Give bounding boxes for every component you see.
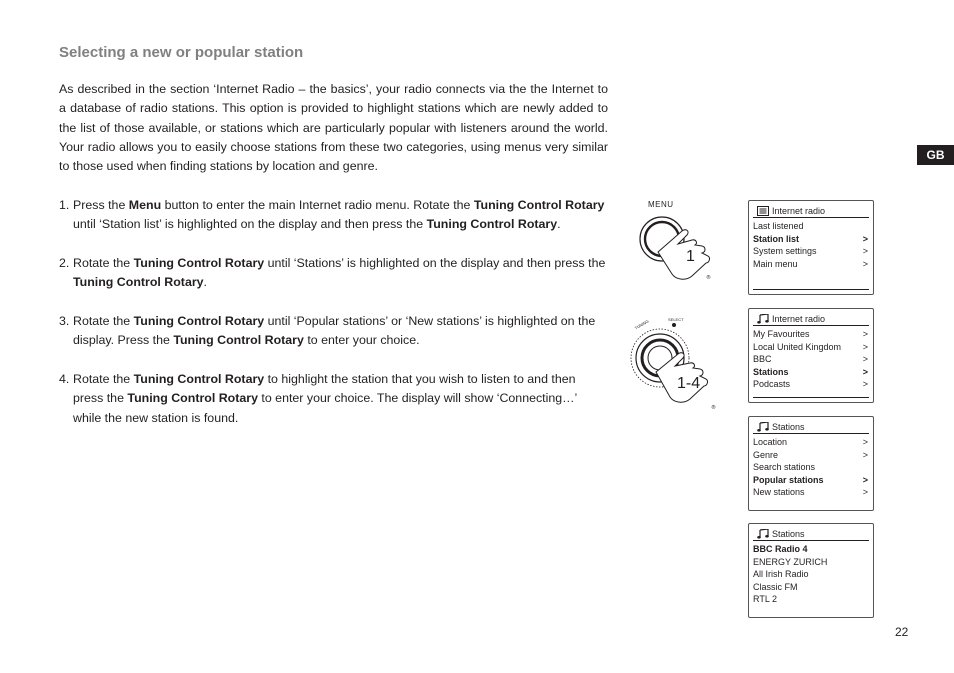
lcd-menu-item <box>753 556 869 569</box>
lcd-menu-list <box>753 218 869 270</box>
lcd-menu-item <box>753 378 869 391</box>
menu-button-label: MENU <box>648 200 674 209</box>
lcd-title-bar <box>753 420 869 434</box>
lcd-menu-item-label: Stations <box>753 366 789 377</box>
lcd-menu-item-label: Popular stations <box>753 474 824 485</box>
menu-button-icon <box>636 196 726 286</box>
lcd-menu-item <box>753 353 869 366</box>
music-note-icon <box>757 529 769 539</box>
chevron-right-icon: > <box>862 474 868 485</box>
step-label-2: 1-4 <box>677 375 701 392</box>
step-3 <box>59 312 608 351</box>
chevron-right-icon: > <box>862 366 868 377</box>
step-label-1: 1 <box>686 248 695 265</box>
lcd-menu-item <box>753 436 869 449</box>
chevron-right-icon: > <box>862 449 868 460</box>
lcd-menu-item-label: Search stations <box>753 462 816 472</box>
lcd-title: Stations <box>772 528 805 539</box>
step-text <box>59 254 608 293</box>
step-text-segment: to enter your choice. <box>303 333 420 348</box>
step-number: 2. <box>59 256 70 270</box>
lcd-menu-item <box>753 449 869 462</box>
lcd-menu-item-label: All Irish Radio <box>753 569 809 579</box>
lcd-title-bar <box>753 312 869 326</box>
step-text-segment: to highlight the station that you wish to listen to and then press the <box>73 372 576 406</box>
menu-button-figure <box>636 196 726 286</box>
lcd-menu-item <box>753 568 869 581</box>
lcd-menu-item-label: My Favourites <box>753 329 810 339</box>
lcd-menu-item <box>753 245 869 258</box>
lcd-bottom-line <box>753 289 869 290</box>
step-number: 1. <box>59 198 70 212</box>
lcd-menu-item-label: Local United Kingdom <box>753 341 842 352</box>
music-note-icon <box>757 422 769 432</box>
chevron-right-icon: > <box>862 246 868 256</box>
lcd-menu-item-label: New stations <box>753 487 805 497</box>
rotary-icon <box>628 316 728 416</box>
lcd-menu-item-label: BBC <box>753 354 772 364</box>
step-text-segment: Press the <box>73 198 129 212</box>
lcd-menu-item <box>753 486 869 499</box>
step-text <box>59 370 608 428</box>
music-note-icon <box>757 314 769 324</box>
lcd-content <box>753 312 869 399</box>
page-number: 22 <box>895 625 909 639</box>
step-text-segment: until ‘Popular stations’ or ‘New stations’ is highlighted on the display. Press the <box>73 314 596 348</box>
lcd-title: Stations <box>772 421 805 432</box>
lcd-screen-2 <box>748 308 874 403</box>
step-number: 4. <box>59 372 70 386</box>
step-text-segment: Rotate the <box>73 372 134 386</box>
chevron-right-icon: > <box>862 233 868 244</box>
step-text-segment: . <box>203 275 207 290</box>
svg-text:®: ® <box>711 405 716 411</box>
step-keyword: Tuning Control Rotary <box>133 314 265 328</box>
step-text-segment: Rotate the <box>73 256 134 270</box>
lcd-menu-item-label: Last listened <box>753 221 804 231</box>
step-2 <box>59 254 608 293</box>
lcd-menu-item-label: Classic FM <box>753 581 798 592</box>
step-keyword: Tuning Control Rotary <box>473 198 605 212</box>
step-text-segment: . <box>557 217 561 232</box>
chevron-right-icon <box>868 593 869 606</box>
chevron-right-icon: > <box>862 258 868 269</box>
chevron-right-icon: > <box>862 379 868 389</box>
lcd-menu-item <box>753 366 869 379</box>
lcd-menu-item <box>753 328 869 341</box>
rotary-select-label: SELECT <box>668 317 684 322</box>
lcd-menu-item-label: Station list <box>753 233 800 244</box>
section-heading: Selecting a new or popular station <box>59 44 304 61</box>
chevron-right-icon: > <box>862 487 868 497</box>
lcd-menu-item <box>753 474 869 487</box>
chevron-right-icon <box>868 581 869 594</box>
lcd-menu-item-label: Podcasts <box>753 379 791 389</box>
lcd-menu-item <box>753 341 869 354</box>
lcd-title: Internet radio <box>772 205 826 216</box>
svg-text:®: ® <box>706 275 711 281</box>
lcd-content <box>753 420 869 507</box>
language-tab: GB <box>917 145 954 165</box>
chevron-right-icon: > <box>862 437 868 447</box>
lcd-screen-1 <box>748 200 874 295</box>
step-text <box>59 312 608 351</box>
chevron-right-icon <box>868 220 869 233</box>
lcd-menu-item-label: Genre <box>753 449 779 460</box>
lcd-title-bar <box>753 204 869 218</box>
lcd-menu-list <box>753 326 869 391</box>
lcd-menu-item <box>753 233 869 246</box>
step-4 <box>59 370 608 428</box>
step-keyword: Tuning Control Rotary <box>133 372 265 386</box>
lcd-menu-item <box>753 593 869 606</box>
lcd-menu-item-label: System settings <box>753 246 817 256</box>
step-keyword: Tuning Control Rotary <box>73 275 204 290</box>
step-keyword: Tuning Control Rotary <box>173 333 304 348</box>
lcd-menu-item-label: Location <box>753 437 788 447</box>
step-keyword: Tuning Control Rotary <box>133 256 265 270</box>
chevron-right-icon <box>868 543 869 556</box>
lcd-menu-item <box>753 543 869 556</box>
chevron-right-icon <box>868 556 869 569</box>
lcd-title-bar <box>753 527 869 541</box>
chevron-right-icon: > <box>862 329 868 339</box>
chevron-right-icon: > <box>862 341 868 352</box>
lcd-menu-item-label: RTL 2 <box>753 594 778 604</box>
step-keyword: Menu <box>128 198 162 212</box>
intro-paragraph: As described in the section ‘Internet Radio – the basics’, your radio connects via the the Internet to a database of radio stations. This option is provided to highlight stations which are newly added to the list of those available, or stations which are particularly popular with listeners around the world. Your radio allows you to easily choose stations from these two categories, using menus very similar to those used when finding stations by location and genre. <box>59 82 608 174</box>
list-icon <box>757 206 769 216</box>
lcd-menu-item-label: Main menu <box>753 258 798 269</box>
step-text-segment: to enter your choice. The display will show ‘Connecting…’ while the new station is found. <box>73 391 577 425</box>
step-text-segment: until ‘Station list’ is highlighted on the display and then press the <box>73 217 427 232</box>
step-1 <box>59 196 608 235</box>
lcd-menu-item <box>753 461 869 474</box>
rotary-figure <box>628 316 728 416</box>
lcd-screen-4 <box>748 523 874 618</box>
lcd-bottom-line <box>753 397 869 398</box>
step-text-segment: until ‘Stations’ is highlighted on the display and then press the <box>264 256 606 270</box>
lcd-menu-list <box>753 541 869 606</box>
chevron-right-icon <box>868 461 869 474</box>
lcd-content <box>753 204 869 291</box>
lcd-menu-item <box>753 581 869 594</box>
step-text-segment: button to enter the main Internet radio menu. Rotate the <box>161 198 474 212</box>
step-number: 3. <box>59 314 70 328</box>
lcd-menu-item-label: BBC Radio 4 <box>753 544 808 554</box>
step-text <box>59 196 608 235</box>
lcd-menu-list <box>753 434 869 499</box>
lcd-screen-3 <box>748 416 874 511</box>
chevron-right-icon: > <box>862 354 868 364</box>
lcd-menu-item <box>753 220 869 233</box>
lcd-menu-item-label: ENERGY ZURICH <box>753 556 828 567</box>
chevron-right-icon <box>868 568 869 581</box>
lcd-title: Internet radio <box>772 313 826 324</box>
step-keyword: Tuning Control Rotary <box>426 217 558 232</box>
step-text-segment: Rotate the <box>73 314 134 328</box>
step-keyword: Tuning Control Rotary <box>127 391 258 406</box>
rotary-tuning-label: TUNING <box>633 318 650 331</box>
lcd-menu-item <box>753 258 869 271</box>
lcd-content <box>753 527 869 614</box>
